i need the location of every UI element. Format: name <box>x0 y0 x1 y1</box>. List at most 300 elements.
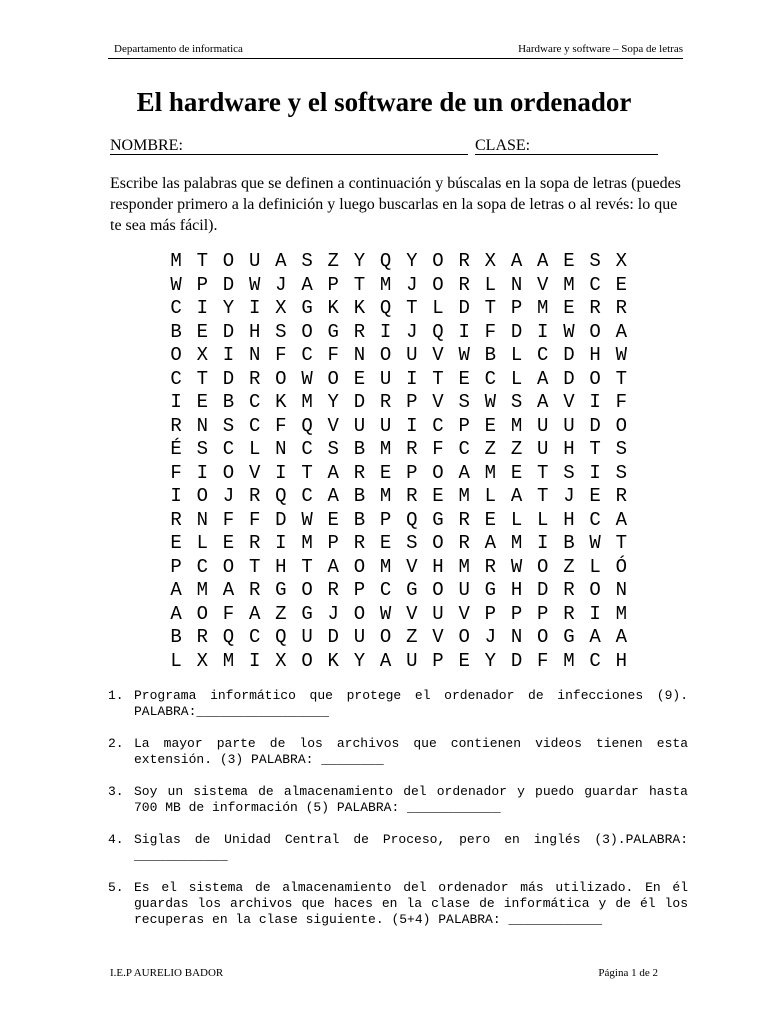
grid-letter: M <box>379 555 392 578</box>
grid-letter: E <box>458 367 470 390</box>
grid-letter: M <box>301 532 313 554</box>
grid-letter: U <box>301 626 313 648</box>
grid-letter: E <box>222 532 235 554</box>
grid-letter: W <box>563 320 575 343</box>
grid-row <box>163 344 634 368</box>
grid-letter: Z <box>510 438 523 460</box>
grid-letter: M <box>222 649 235 672</box>
grid-letter: A <box>379 649 392 672</box>
grid-letter: F <box>275 344 287 366</box>
grid-letter: N <box>615 579 627 601</box>
grid-letter: H <box>563 438 575 460</box>
grid-letter: P <box>458 414 470 437</box>
grid-letter: O <box>301 649 313 672</box>
grid-letter: I <box>275 532 287 554</box>
question-text: Es el sistema de almacenamiento del ordenador más utilizado. En él guardas los archivos que haces en la clase de informática y de él los recuperas en la clase siguiente. (5+4) PALABRA: ____________ <box>134 880 696 927</box>
grid-letter: H <box>275 555 287 578</box>
instructions: Escribe las palabras que se definen a continuación y búscalas en la sopa de letras (puedes responder primero a la definición y luego buscarlas en la sopa de letras o al revés: lo que te sea más fácil). <box>110 175 681 234</box>
grid-letter: S <box>275 320 287 343</box>
grid-letter: I <box>406 414 418 437</box>
grid-row <box>163 297 634 321</box>
grid-letter: F <box>222 508 235 531</box>
grid-row <box>163 650 634 674</box>
grid-letter: W <box>510 555 523 578</box>
grid-letter: T <box>301 461 313 484</box>
grid-letter: T <box>196 367 208 390</box>
grid-letter: O <box>589 579 601 601</box>
grid-letter: F <box>327 344 339 366</box>
question-number: 4. <box>108 832 124 847</box>
grid-letter: P <box>406 461 418 484</box>
grid-letter: S <box>406 532 418 554</box>
grid-letter: Q <box>275 626 287 648</box>
grid-letter: L <box>196 532 208 554</box>
grid-letter: T <box>589 438 601 460</box>
grid-letter: V <box>406 555 418 578</box>
grid-letter: W <box>379 602 392 625</box>
grid-letter: G <box>275 579 287 601</box>
grid-letter: M <box>379 273 392 296</box>
grid-letter: U <box>406 344 418 366</box>
grid-letter: F <box>222 602 235 625</box>
grid-row <box>163 626 634 650</box>
grid-letter: U <box>537 414 549 437</box>
grid-letter: U <box>406 649 418 672</box>
grid-letter: X <box>275 297 287 319</box>
grid-letter: T <box>615 367 627 390</box>
grid-letter: J <box>484 626 497 648</box>
grid-letter: R <box>170 508 182 531</box>
grid-letter: Z <box>563 555 575 578</box>
grid-letter: C <box>589 273 601 296</box>
grid-letter: R <box>196 626 208 648</box>
grid-letter: S <box>615 461 627 484</box>
grid-letter: B <box>353 508 366 531</box>
header-topic: Hardware y software – Sopa de letras <box>518 43 683 55</box>
grid-letter: H <box>615 649 627 672</box>
grid-letter: E <box>615 273 627 296</box>
nombre-label: NOMBRE: <box>110 137 183 154</box>
grid-letter: O <box>327 367 339 390</box>
grid-letter: Y <box>353 649 366 672</box>
grid-letter: Y <box>353 250 366 272</box>
grid-letter: Y <box>327 391 339 413</box>
grid-letter: O <box>432 532 444 554</box>
grid-letter: A <box>327 555 339 578</box>
grid-letter: M <box>563 649 575 672</box>
grid-letter: M <box>563 273 575 296</box>
grid-letter: I <box>537 320 549 343</box>
grid-letter: Z <box>327 250 339 272</box>
grid-letter: Q <box>379 250 392 272</box>
grid-letter: I <box>222 344 235 366</box>
grid-letter: R <box>484 555 497 578</box>
grid-letter: C <box>589 649 601 672</box>
grid-letter: T <box>196 250 208 272</box>
footer-school: I.E.P AURELIO BADOR <box>110 967 224 979</box>
grid-letter: J <box>563 485 575 507</box>
grid-letter: V <box>432 344 444 366</box>
grid-letter: S <box>589 250 601 272</box>
grid-letter: O <box>379 626 392 648</box>
grid-letter: L <box>537 508 549 531</box>
question-number: 5. <box>108 880 124 895</box>
grid-letter: O <box>196 602 208 625</box>
grid-letter: E <box>196 391 208 413</box>
grid-letter: E <box>458 649 470 672</box>
grid-row <box>163 321 634 345</box>
grid-letter: T <box>248 555 261 578</box>
grid-letter: J <box>222 485 235 507</box>
grid-letter: W <box>484 391 497 413</box>
grid-letter: O <box>537 626 549 648</box>
grid-letter: E <box>589 485 601 507</box>
grid-letter: D <box>510 320 523 343</box>
grid-letter: S <box>301 250 313 272</box>
grid-letter: G <box>327 320 339 343</box>
grid-letter: M <box>510 532 523 554</box>
grid-letter: D <box>510 649 523 672</box>
grid-letter: T <box>537 461 549 484</box>
grid-letter: E <box>379 532 392 554</box>
grid-letter: B <box>563 532 575 554</box>
grid-letter: R <box>353 320 366 343</box>
grid-letter: O <box>353 555 366 578</box>
question-list <box>108 688 704 944</box>
grid-letter: F <box>537 649 549 672</box>
grid-letter: U <box>379 414 392 437</box>
grid-letter: L <box>248 438 261 460</box>
grid-letter: R <box>379 391 392 413</box>
grid-letter: K <box>353 297 366 319</box>
grid-letter: V <box>432 391 444 413</box>
grid-letter: R <box>458 532 470 554</box>
grid-letter: U <box>353 626 366 648</box>
grid-letter: U <box>248 250 261 272</box>
grid-row <box>163 556 634 580</box>
grid-letter: C <box>248 391 261 413</box>
grid-letter: O <box>275 367 287 390</box>
grid-letter: C <box>484 367 497 390</box>
question-number: 2. <box>108 736 124 751</box>
grid-letter: Z <box>484 438 497 460</box>
grid-letter: J <box>406 273 418 296</box>
grid-letter: H <box>432 555 444 578</box>
grid-letter: R <box>458 508 470 531</box>
grid-letter: J <box>275 273 287 296</box>
grid-letter: A <box>615 508 627 531</box>
grid-letter: T <box>406 297 418 319</box>
grid-letter: C <box>248 626 261 648</box>
grid-letter: E <box>484 508 497 531</box>
grid-letter: L <box>510 344 523 366</box>
grid-letter: B <box>170 320 182 343</box>
grid-letter: P <box>510 602 523 625</box>
grid-letter: V <box>432 626 444 648</box>
grid-letter: W <box>458 344 470 366</box>
grid-letter: O <box>222 555 235 578</box>
grid-letter: I <box>589 391 601 413</box>
grid-letter: U <box>353 414 366 437</box>
grid-letter: P <box>327 273 339 296</box>
grid-letter: É <box>170 438 182 460</box>
grid-letter: X <box>615 250 627 272</box>
grid-letter: E <box>196 320 208 343</box>
grid-letter: K <box>275 391 287 413</box>
footer-page-number: Página 1 de 2 <box>598 967 658 979</box>
grid-letter: I <box>196 297 208 319</box>
grid-letter: J <box>327 602 339 625</box>
grid-letter: U <box>537 438 549 460</box>
grid-letter: C <box>301 438 313 460</box>
grid-letter: W <box>615 344 627 366</box>
grid-letter: F <box>615 391 627 413</box>
grid-letter: I <box>589 602 601 625</box>
header-department: Departamento de informatica <box>114 43 243 55</box>
grid-letter: L <box>170 649 182 672</box>
grid-letter: O <box>222 461 235 484</box>
grid-letter: E <box>563 250 575 272</box>
grid-letter: O <box>432 273 444 296</box>
grid-letter: M <box>379 485 392 507</box>
grid-letter: R <box>248 367 261 390</box>
grid-letter: R <box>615 485 627 507</box>
grid-letter: R <box>248 485 261 507</box>
grid-letter: W <box>589 532 601 554</box>
page-title: El hardware y el software de un ordenador <box>136 87 632 117</box>
grid-letter: D <box>537 579 549 601</box>
grid-letter: L <box>432 297 444 319</box>
grid-letter: P <box>170 555 182 578</box>
grid-letter: E <box>170 532 182 554</box>
grid-letter: D <box>353 391 366 413</box>
grid-letter: D <box>563 367 575 390</box>
question-text: La mayor parte de los archivos que contienen videos tienen esta extensión. (3) PALABRA: ________ <box>134 736 696 767</box>
grid-letter: A <box>170 602 182 625</box>
grid-letter: C <box>589 508 601 531</box>
grid-letter: B <box>353 485 366 507</box>
grid-row <box>163 532 634 556</box>
grid-letter: M <box>301 391 313 413</box>
grid-letter: S <box>196 438 208 460</box>
grid-letter: N <box>196 414 208 437</box>
grid-letter: A <box>458 461 470 484</box>
question-number: 1. <box>108 688 124 703</box>
grid-letter: R <box>406 485 418 507</box>
grid-letter: A <box>589 626 601 648</box>
grid-letter: I <box>248 297 261 319</box>
grid-letter: Z <box>406 626 418 648</box>
grid-letter: U <box>432 602 444 625</box>
nombre-field[interactable] <box>110 136 468 155</box>
grid-letter: A <box>327 461 339 484</box>
grid-letter: V <box>327 414 339 437</box>
grid-row <box>163 509 634 533</box>
student-info <box>110 136 660 156</box>
grid-letter: O <box>458 626 470 648</box>
grid-letter: N <box>248 344 261 366</box>
grid-letter: S <box>222 414 235 437</box>
grid-letter: U <box>563 414 575 437</box>
grid-letter: R <box>563 602 575 625</box>
question-item <box>108 880 696 928</box>
grid-letter: D <box>563 344 575 366</box>
grid-letter: R <box>458 273 470 296</box>
grid-letter: D <box>458 297 470 319</box>
grid-row <box>163 250 634 274</box>
grid-letter: X <box>196 344 208 366</box>
grid-letter: C <box>248 414 261 437</box>
grid-letter: Q <box>301 414 313 437</box>
grid-letter: O <box>537 555 549 578</box>
grid-letter: C <box>537 344 549 366</box>
grid-letter: N <box>510 626 523 648</box>
grid-letter: F <box>170 461 182 484</box>
grid-letter: W <box>301 508 313 531</box>
grid-letter: K <box>327 649 339 672</box>
question-item <box>108 688 704 720</box>
grid-letter: F <box>248 508 261 531</box>
grid-letter: M <box>484 461 497 484</box>
grid-letter: S <box>327 438 339 460</box>
grid-letter: H <box>510 579 523 601</box>
grid-letter: I <box>379 320 392 343</box>
grid-letter: B <box>222 391 235 413</box>
grid-letter: G <box>563 626 575 648</box>
grid-letter: M <box>510 414 523 437</box>
grid-letter: I <box>275 461 287 484</box>
grid-letter: C <box>301 485 313 507</box>
grid-letter: Y <box>222 297 235 319</box>
grid-letter: L <box>484 273 497 296</box>
grid-row <box>163 368 634 392</box>
grid-letter: A <box>615 320 627 343</box>
grid-letter: D <box>327 626 339 648</box>
question-item <box>108 832 696 864</box>
grid-letter: C <box>301 344 313 366</box>
grid-letter: R <box>353 532 366 554</box>
clase-label: CLASE: <box>475 137 531 154</box>
grid-letter: A <box>170 579 182 601</box>
grid-letter: O <box>379 344 392 366</box>
grid-letter: P <box>484 602 497 625</box>
grid-letter: F <box>484 320 497 343</box>
grid-letter: G <box>301 297 313 319</box>
grid-row <box>163 579 634 603</box>
grid-letter: A <box>537 391 549 413</box>
grid-letter: B <box>170 626 182 648</box>
grid-row <box>163 274 634 298</box>
grid-letter: O <box>432 579 444 601</box>
grid-letter: W <box>248 273 261 296</box>
grid-letter: Q <box>432 320 444 343</box>
grid-letter: N <box>275 438 287 460</box>
grid-letter: C <box>458 438 470 460</box>
grid-letter: H <box>563 508 575 531</box>
grid-row <box>163 438 634 462</box>
grid-letter: L <box>510 367 523 390</box>
grid-letter: P <box>537 602 549 625</box>
grid-letter: M <box>170 250 182 272</box>
grid-letter: M <box>615 602 627 625</box>
clase-field[interactable] <box>475 136 658 155</box>
grid-letter: T <box>432 367 444 390</box>
grid-letter: Q <box>406 508 418 531</box>
page-header <box>108 42 683 59</box>
grid-letter: A <box>484 532 497 554</box>
grid-letter: W <box>170 273 182 296</box>
grid-letter: M <box>537 297 549 319</box>
word-search-grid <box>163 250 634 673</box>
grid-letter: O <box>196 485 208 507</box>
grid-letter: R <box>589 297 601 319</box>
grid-letter: T <box>537 485 549 507</box>
grid-letter: E <box>432 485 444 507</box>
grid-letter: G <box>484 579 497 601</box>
grid-letter: E <box>379 461 392 484</box>
grid-letter: T <box>301 555 313 578</box>
grid-letter: N <box>353 344 366 366</box>
grid-letter: I <box>406 367 418 390</box>
grid-letter: R <box>248 579 261 601</box>
grid-row <box>163 391 634 415</box>
grid-letter: R <box>615 297 627 319</box>
grid-letter: A <box>615 626 627 648</box>
grid-letter: G <box>406 579 418 601</box>
grid-letter: O <box>432 250 444 272</box>
grid-letter: I <box>537 532 549 554</box>
grid-letter: S <box>615 438 627 460</box>
grid-letter: M <box>458 555 470 578</box>
grid-letter: C <box>379 579 392 601</box>
grid-letter: H <box>248 320 261 343</box>
grid-letter: P <box>379 508 392 531</box>
grid-letter: T <box>484 297 497 319</box>
grid-letter: R <box>563 579 575 601</box>
grid-letter: D <box>275 508 287 531</box>
grid-letter: O <box>615 414 627 437</box>
grid-letter: S <box>563 461 575 484</box>
grid-letter: R <box>353 461 366 484</box>
grid-letter: O <box>301 579 313 601</box>
grid-letter: O <box>353 602 366 625</box>
grid-letter: I <box>248 649 261 672</box>
grid-letter: X <box>196 649 208 672</box>
grid-letter: V <box>563 391 575 413</box>
grid-letter: T <box>353 273 366 296</box>
grid-letter: V <box>458 602 470 625</box>
grid-letter: R <box>170 414 182 437</box>
grid-letter: P <box>353 579 366 601</box>
grid-letter: U <box>458 579 470 601</box>
grid-letter: O <box>301 320 313 343</box>
grid-letter: Q <box>275 485 287 507</box>
grid-row <box>163 485 634 509</box>
grid-letter: P <box>327 532 339 554</box>
grid-letter: X <box>275 649 287 672</box>
grid-letter: E <box>327 508 339 531</box>
grid-letter: O <box>589 320 601 343</box>
question-text: Programa informático que protege el ordenador de infecciones (9). PALABRA:_________________ <box>134 688 704 719</box>
grid-letter: X <box>484 250 497 272</box>
grid-letter: M <box>196 579 208 601</box>
question-text: Soy un sistema de almacenamiento del ordenador y puedo guardar hasta 700 MB de información (5) PALABRA: ____________ <box>134 784 696 815</box>
grid-letter: C <box>432 414 444 437</box>
grid-letter: E <box>510 461 523 484</box>
grid-letter: T <box>615 532 627 554</box>
grid-letter: C <box>222 438 235 460</box>
grid-letter: E <box>484 414 497 437</box>
